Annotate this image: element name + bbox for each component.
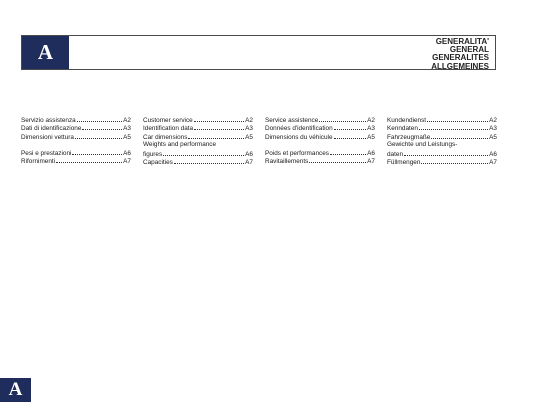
toc-leader	[75, 133, 122, 139]
toc-entry-page: A3	[123, 125, 131, 133]
toc-entry-label: Car dimensions	[143, 133, 188, 141]
toc-column-french	[265, 116, 375, 166]
toc-column-english	[143, 116, 253, 166]
section-header	[21, 35, 496, 70]
toc-entry-label: Données d'identification	[265, 125, 333, 133]
toc-entry[interactable]	[21, 133, 131, 141]
toc-entry-page: A2	[123, 117, 131, 124]
toc-entry[interactable]	[265, 116, 375, 124]
toc-entry-label: Fahrzeugmaße	[387, 133, 431, 141]
toc-entry-label-line1: Weights and performance	[143, 141, 217, 149]
toc-entry-label: Dati di identificazione	[21, 125, 82, 133]
toc-entry[interactable]	[387, 150, 497, 158]
toc-entry-page: A5	[123, 133, 131, 141]
toc-entry-label: Identification data	[143, 125, 194, 133]
toc-entry-page: A5	[245, 133, 253, 141]
toc-leader	[194, 116, 244, 122]
toc-column-german	[387, 116, 497, 166]
toc-entry-page: A6	[489, 150, 497, 158]
toc-entry-page: A2	[367, 117, 375, 124]
section-title-it: GENERALITA'	[435, 37, 489, 46]
toc-leader	[427, 116, 488, 122]
toc-entry-page: A5	[367, 133, 375, 141]
toc-entry-page: A3	[489, 125, 497, 133]
toc-entry-page: A7	[123, 158, 131, 166]
section-titles	[431, 38, 489, 71]
toc-entry-label: Service assistence	[265, 117, 319, 124]
toc-leader	[309, 157, 366, 163]
toc-leader	[334, 124, 367, 130]
toc-leader	[419, 124, 488, 130]
toc-entry[interactable]	[21, 116, 131, 124]
toc-entry-page: A3	[367, 125, 375, 133]
toc-leader	[82, 124, 122, 130]
toc-leader	[163, 150, 244, 156]
toc-entry[interactable]	[21, 149, 131, 157]
toc-entry[interactable]	[387, 116, 497, 124]
toc-column-italian	[21, 116, 131, 166]
toc-leader	[188, 133, 244, 139]
toc-entry-label: Kundendienst	[387, 117, 427, 124]
toc-entry-page: A6	[367, 149, 375, 157]
section-title-fr: GENERALITES	[432, 53, 489, 63]
toc-entry-page: A6	[245, 150, 253, 158]
toc-entry-label: Kenndaten	[387, 125, 418, 133]
toc-entry[interactable]	[143, 116, 253, 124]
toc-leader	[421, 158, 488, 164]
toc-entry[interactable]	[143, 150, 253, 158]
toc-entry-page: A7	[245, 158, 253, 166]
toc-entry-label: Poids et performances	[265, 149, 329, 157]
toc-entry[interactable]	[387, 124, 497, 132]
toc-leader	[174, 158, 244, 164]
toc-entry-page: A6	[123, 149, 131, 157]
toc-entry-label: Capacities	[143, 158, 173, 166]
toc-leader	[72, 149, 122, 155]
toc-entry-label: Dimensions du véhicule	[265, 133, 333, 141]
toc-entry[interactable]	[265, 157, 375, 165]
toc-entry-label: Pesi e prestazioni	[21, 149, 72, 157]
toc-entry-page: A7	[489, 158, 497, 166]
toc-entry-page: A2	[245, 117, 253, 124]
toc-entry[interactable]	[265, 149, 375, 157]
toc-leader	[431, 133, 488, 139]
toc-entry-page: A2	[489, 117, 497, 124]
toc-entry-label: Ravitaillements	[265, 158, 309, 166]
toc-leader	[56, 157, 122, 163]
page-corner-badge: A	[0, 378, 31, 402]
toc-entry-page: A5	[489, 133, 497, 141]
section-title-en: GENERAL	[449, 45, 489, 55]
toc-entry[interactable]	[265, 133, 375, 141]
section-title-de: ALLGEMEINES	[431, 61, 489, 71]
toc-entry-page: A3	[245, 125, 253, 133]
toc-entry-label-line1: Gewichte und Leistungs-	[387, 141, 458, 149]
section-badge: A	[22, 36, 69, 69]
toc-leader	[404, 150, 488, 156]
toc-entry[interactable]	[265, 124, 375, 132]
toc-entry[interactable]	[143, 124, 253, 132]
toc-entry[interactable]	[143, 133, 253, 141]
toc-entry-label: Servizio assistenza	[21, 117, 76, 124]
toc-entry-label: figures	[143, 150, 163, 158]
toc-leader	[330, 149, 366, 155]
toc-entry-page: A7	[367, 158, 375, 166]
toc-leader	[194, 124, 244, 130]
toc-entry-label: daten	[387, 150, 403, 158]
toc-leader	[334, 133, 367, 139]
toc-entry-label: Dimensioni vettura	[21, 133, 74, 141]
toc-entry[interactable]	[21, 124, 131, 132]
toc-leader	[77, 116, 122, 122]
toc-entry-label: Customer service	[143, 117, 193, 124]
toc-entry[interactable]	[387, 158, 497, 166]
toc-entry-label: Füllmengen	[387, 158, 421, 166]
toc-entry[interactable]	[21, 157, 131, 165]
toc-leader	[319, 116, 366, 122]
toc-entry-label: Rifornimenti	[21, 158, 56, 166]
toc-entry[interactable]	[143, 158, 253, 166]
toc-entry[interactable]	[387, 133, 497, 141]
